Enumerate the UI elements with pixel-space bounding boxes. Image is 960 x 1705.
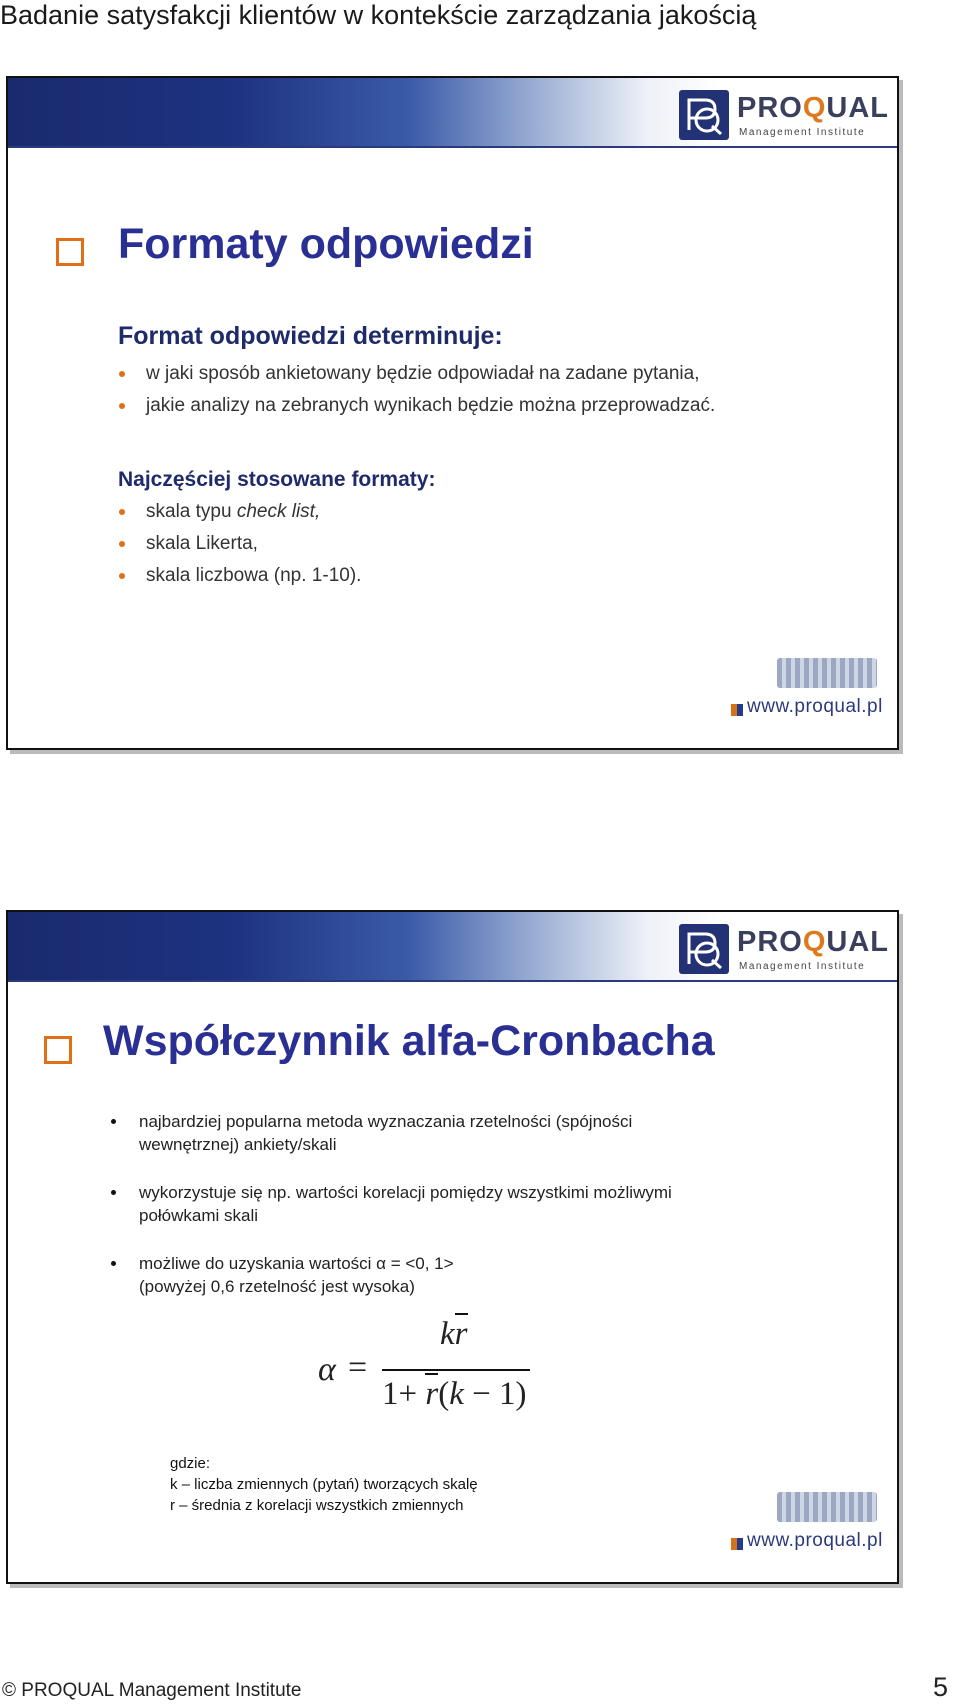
- formula-alpha: α: [318, 1351, 336, 1388]
- list-item: najbardziej popularna metoda wyznaczania rzetelności (spójności wewnętrznej) ankiety/skali: [139, 1110, 839, 1156]
- logo-text: PROQUAL: [737, 926, 890, 958]
- section-heading-formaty: Najczęściej stosowane formaty:: [118, 468, 436, 491]
- bullet-dot-icon: [111, 1119, 116, 1124]
- page-number: 5: [932, 1672, 948, 1702]
- footer-copyright: © PROQUAL Management Institute: [2, 1680, 302, 1701]
- bullet-dot-icon: [119, 371, 125, 377]
- list-item: skala liczbowa (np. 1-10).: [146, 560, 361, 592]
- proqual-logo: [679, 924, 890, 978]
- bullet-dot-icon: [119, 541, 125, 547]
- formula-denominator: 1+ r(k − 1): [382, 1376, 527, 1413]
- logo-subtitle: Management Institute: [739, 961, 866, 972]
- document-title: Badanie satysfakcji klientów w kontekście zarządzania jakością: [0, 0, 757, 30]
- formula-numerator: kr: [440, 1316, 468, 1353]
- flag-icon: [731, 1538, 743, 1550]
- list-item: w jaki sposób ankietowany będzie odpowiadał na zadane pytania,: [146, 358, 715, 390]
- determinuje-list: [146, 358, 715, 422]
- list-item: możliwe do uzyskania wartości α = <0, 1> (powyżej 0,6 rzetelność jest wysoka): [139, 1252, 839, 1298]
- logo-subtitle: Management Institute: [739, 127, 866, 138]
- website-url: www.proqual.pl: [747, 696, 883, 717]
- bullet-dot-icon: [119, 573, 125, 579]
- building-icon: [777, 1492, 877, 1522]
- slide-alfa-cronbacha: [6, 910, 899, 1584]
- slide-formaty-odpowiedzi: [6, 76, 899, 750]
- formula-equals: =: [348, 1349, 368, 1386]
- website-badge: [731, 1492, 881, 1562]
- bullet-dot-icon: [111, 1261, 116, 1266]
- proqual-logo-mark-icon: [679, 924, 729, 974]
- header-divider: [8, 980, 897, 982]
- notes-k-definition: k – liczba zmiennych (pytań) tworzących skalę: [170, 1476, 478, 1493]
- logo-text: PROQUAL: [737, 92, 890, 124]
- slide-title: Współczynnik alfa-Cronbacha: [103, 1017, 715, 1065]
- flag-icon: [731, 704, 743, 716]
- section-heading-determinuje: Format odpowiedzi determinuje:: [118, 322, 503, 350]
- cronbach-list: [139, 1110, 839, 1323]
- list-item: skala typu check list,: [146, 496, 361, 528]
- list-item: skala Likerta,: [146, 528, 361, 560]
- bullet-dot-icon: [119, 509, 125, 515]
- proqual-logo: [679, 90, 890, 144]
- proqual-logo-mark-icon: [679, 90, 729, 140]
- formula-fraction-bar: [382, 1369, 530, 1371]
- formula-notes: [170, 1453, 478, 1516]
- bullet-dot-icon: [111, 1190, 116, 1195]
- header-divider: [8, 146, 897, 148]
- formaty-list: [146, 496, 361, 592]
- list-item: wykorzystuje się np. wartości korelacji pomiędzy wszystkimi możliwymi połówkami skali: [139, 1181, 839, 1227]
- website-badge: [731, 658, 881, 728]
- notes-r-definition: r – średnia z korelacji wszystkich zmiennych: [170, 1497, 464, 1514]
- checkbox-bullet-icon: [56, 238, 84, 266]
- website-url: www.proqual.pl: [747, 1530, 883, 1551]
- list-item: jakie analizy na zebranych wynikach będzie można przeprowadzać.: [146, 390, 715, 422]
- slide-title: Formaty odpowiedzi: [118, 220, 534, 268]
- building-icon: [777, 658, 877, 688]
- bullet-dot-icon: [119, 403, 125, 409]
- notes-label: gdzie:: [170, 1455, 211, 1472]
- cronbach-formula: [318, 1316, 598, 1426]
- checkbox-bullet-icon: [44, 1036, 72, 1064]
